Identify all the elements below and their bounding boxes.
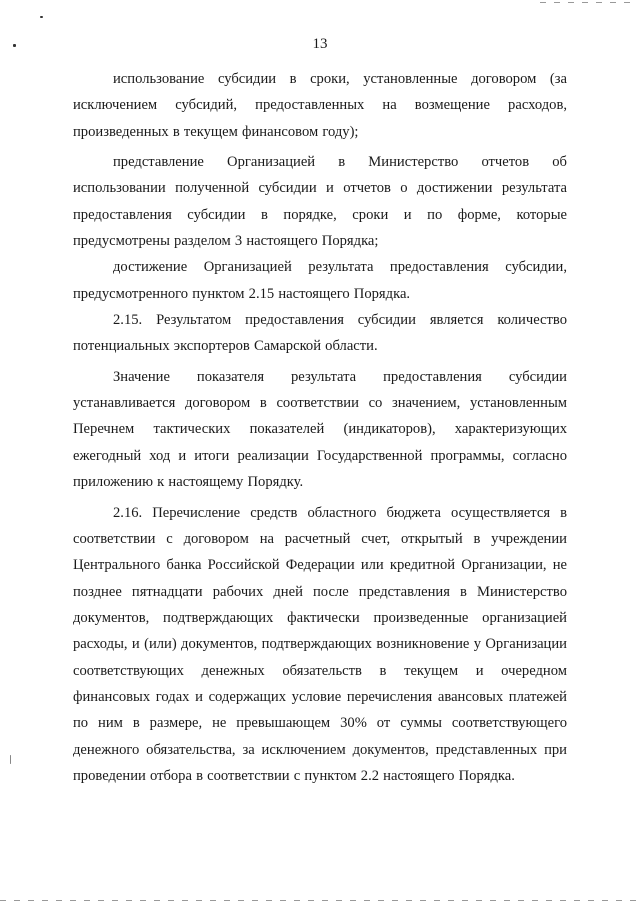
page-number: 13 xyxy=(312,36,328,52)
scan-edge-top xyxy=(540,2,630,3)
paragraph-2-16-transfer: 2.16. Перечисление средств областного бюджета осуществляется в соответствии с договором на расчетный счет, открытый в учреждении Центрального банка Российской Федерации или кредитной Организации, не позднее пятнадцати рабочих дней после представления в Министерство документов, подтверждающих фактически произведенные организацией расходы, и (или) документов, подтверждающих возникновение у Организации соответствующих денежных обязательств в текущем и очередном финансовых годах и содержащих условие перечисления авансовых платежей по ним в размере, не превышающем 30% от суммы соответствующего денежного обязательства, за исключением документов, представленных при проведении отбора в соответствии с пунктом 2.2 настоящего Порядка. xyxy=(73,504,567,784)
scan-speck xyxy=(10,755,11,764)
paragraph-2-15-result: 2.15. Результатом предоставления субсидии является количество потенциальных экспортеров Самарской области. xyxy=(73,312,567,355)
document-body xyxy=(73,66,567,789)
scan-speck xyxy=(40,16,43,18)
paragraph-reporting-obligation: представление Организацией в Министерство отчетов об использовании полученной субсидии и отчетов о достижении результата предоставления субсидии в порядке, сроки и по форме, которые предусмотрены разделом 3 настоящего Порядка; xyxy=(73,154,567,250)
paragraph-result-achievement: достижение Организацией результата предоставления субсидии, предусмотренного пунктом 2.15 настоящего Порядка. xyxy=(73,259,567,302)
paragraph-indicator-value: Значение показателя результата предоставления субсидии устанавливается договором в соответствии со значением, установленным Перечнем тактических показателей (индикаторов), характеризующих ежегодный ход и итоги реализации Государственной программы, согласно приложению к настоящему Порядку. xyxy=(73,368,567,491)
paragraph-subsidy-usage-deadline: использование субсидии в сроки, установленные договором (за исключением субсидий, предоставленных на возмещение расходов, произведенных в текущем финансовом году); xyxy=(73,71,567,140)
scan-edge-bottom xyxy=(0,900,640,901)
